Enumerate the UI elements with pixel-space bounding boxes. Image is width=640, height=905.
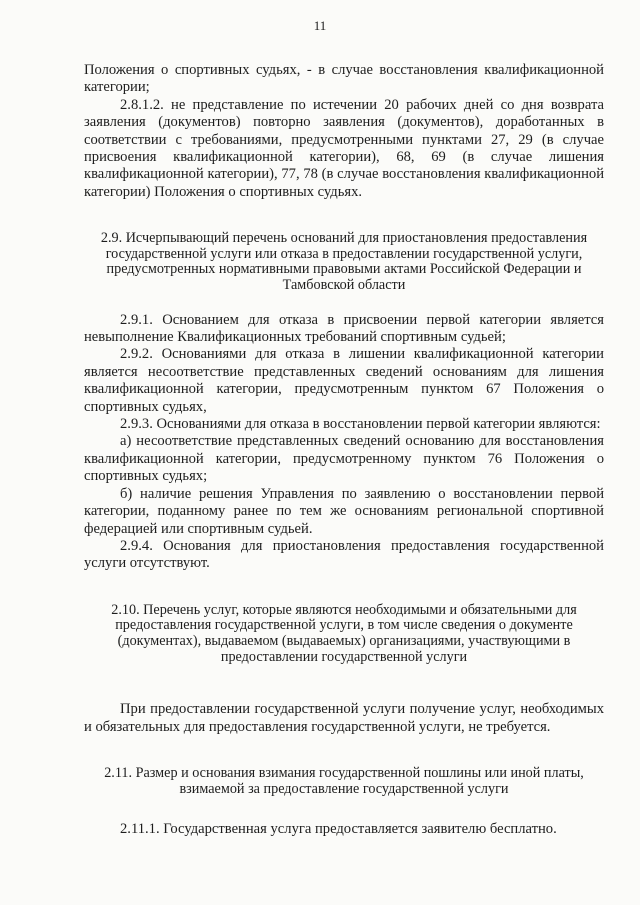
paragraph-2-9-3: 2.9.3. Основаниями для отказа в восстановлении первой категории являются: xyxy=(120,416,601,433)
paragraph-2-9-3-a: а) несоответствие представленных сведений основанию для восстановления квалификационной категории, предусмотренному пунктом 76 Положения о спортивных судьях; xyxy=(84,433,604,485)
paragraph-2-9-4: 2.9.4. Основания для приостановления предоставления государственной услуги отсутствуют. xyxy=(84,537,604,572)
paragraph-2-10: При предоставлении государственной услуги получение услуг, необходимых и обязательных для предоставления государственной услуги, не требуется. xyxy=(84,701,604,735)
document-body xyxy=(84,62,604,839)
paragraph-2-9-1: 2.9.1. Основанием для отказа в присвоении первой категории является невыполнение Квалификационных требований спортивным судьей; xyxy=(84,311,604,346)
paragraph-2-11-1: 2.11.1. Государственная услуга предоставляется заявителю бесплатно. xyxy=(120,821,557,838)
paragraph-continuation: Положения о спортивных судьях, - в случае восстановления квалификационной категории; xyxy=(84,62,604,96)
section-heading-2-10: 2.10. Перечень услуг, которые являются необходимыми и обязательными для предоставления государственной услуги, в том числе сведения о документе (документах), выдаваемом (выдаваемых) организациями, участвующими в предоставлении государственной услуги xyxy=(111,601,577,665)
page-number: 11 xyxy=(313,18,327,33)
section-heading-2-11: 2.11. Размер и основания взимания государственной пошлины или иной платы, взимаемой за предоставление государственной услуги xyxy=(104,764,584,797)
paragraph-2-8-1-2: 2.8.1.2. не представление по истечении 20 рабочих дней со дня возврата заявления (документов) повторно заявления (документов), доработанных в соответствии с требованиями, предусмотренными пунктами 27, 29 (в случае присвоения квалификационной категории), 68, 69 (в случае лишения квалификационной категории), 77, 78 (в случае восстановления квалификационной категории) Положения о спортивных судьях. xyxy=(84,96,604,200)
paragraph-2-9-3-b: б) наличие решения Управления по заявлению о восстановлении первой категории, поданному ранее по тем же основаниям региональной спортивной федерацией или спортивным судьей. xyxy=(84,485,604,537)
paragraph-2-9-2: 2.9.2. Основаниями для отказа в лишении квалификационной категории является несоответствие представленных сведений основаниям для лишения квалификационной категории, предусмотренным пунктом 67 Положения о спортивных судьях, xyxy=(84,346,604,415)
section-heading-2-9: 2.9. Исчерпывающий перечень оснований для приостановления предоставления государственной услуги или отказа в предоставлении государственной услуги, предусмотренных нормативными правовыми актами Российской Федерации и Тамбовской области xyxy=(100,230,588,294)
